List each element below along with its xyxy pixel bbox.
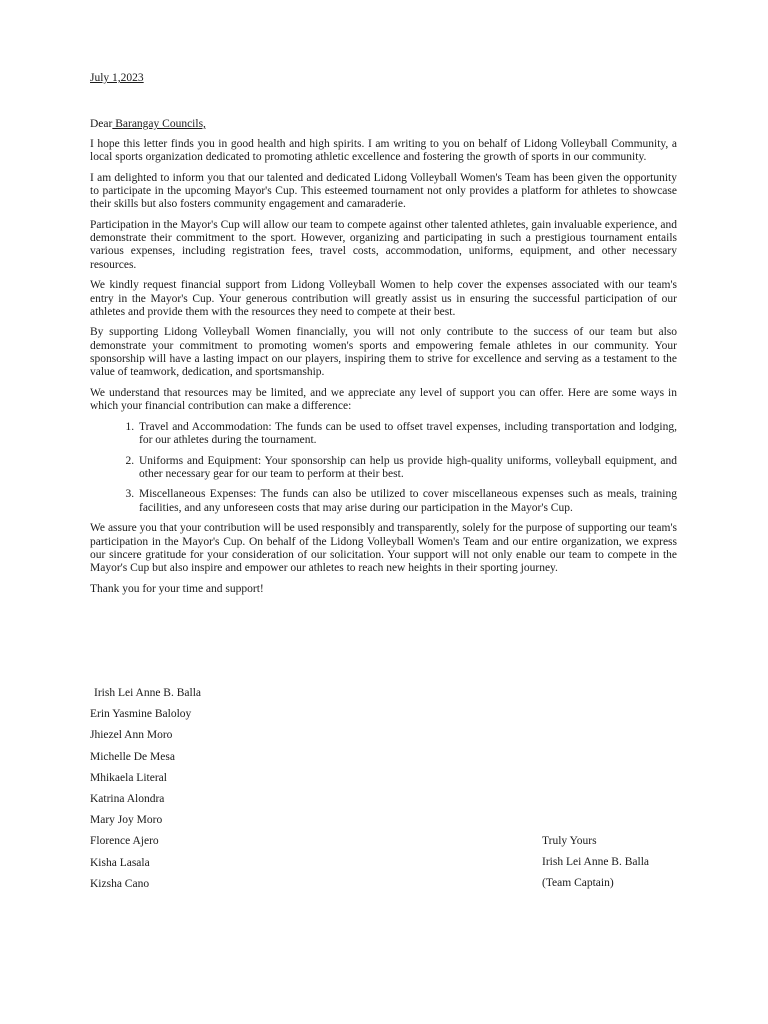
team-member-name: Kisha Lasala bbox=[90, 856, 150, 869]
salutation-recipient: Barangay Councils, bbox=[112, 118, 206, 130]
team-member-name: Michelle De Mesa bbox=[90, 750, 175, 763]
team-member-name: Florence Ajero bbox=[90, 835, 159, 848]
salutation-prefix: Dear bbox=[90, 118, 113, 130]
signature-block bbox=[542, 834, 649, 898]
signer-name: Irish Lei Anne B. Balla bbox=[542, 856, 649, 869]
paragraph: By supporting Lidong Volleyball Women financially, you will not only contribute to the success of our team but also demonstrate your commitment to promoting women's sports and empowering female athletes in our community. Your sponsorship will have a lasting impact on our players, inspiring them to strive for excellence and serving as a testament to the value of teamwork, dedication, and sportsmanship. bbox=[90, 326, 677, 379]
team-member-name: Mhikaela Literal bbox=[90, 771, 167, 784]
signer-title: (Team Captain) bbox=[542, 877, 614, 890]
paragraph: We understand that resources may be limited, and we appreciate any level of support you can offer. Here are some ways in which your financial contribution can make a difference: bbox=[90, 386, 677, 412]
paragraph: I hope this letter finds you in good health and high spirits. I am writing to you on behalf of Lidong Volleyball Community, a local sports organization dedicated to promoting athletic excellence and fostering the growth of sports in our community. bbox=[90, 138, 677, 164]
team-member-name: Jhiezel Ann Moro bbox=[90, 729, 173, 742]
team-member-list bbox=[90, 686, 201, 898]
team-member-name: Kizsha Cano bbox=[90, 877, 150, 890]
paragraph: I am delighted to inform you that our talented and dedicated Lidong Volleyball Women's Team has been given the opportunity to participate in the upcoming Mayor's Cup. This esteemed tournament not only provides a platform for athletes to showcase their skills but also fosters community engagement and camaraderie. bbox=[90, 171, 677, 211]
thank-you-line: Thank you for your time and support! bbox=[90, 582, 264, 595]
team-member-name: Katrina Alondra bbox=[90, 792, 165, 805]
team-member-name: Erin Yasmine Baloloy bbox=[90, 708, 192, 721]
closing-phrase: Truly Yours bbox=[542, 835, 597, 847]
list-item: 3. Miscellaneous Expenses: The funds can also be utilized to cover miscellaneous expenses such as meals, training facilities, and any unforeseen costs that may arise during our participation in the Mayor's Cup. bbox=[137, 488, 677, 514]
paragraph: We assure you that your contribution will be used responsibly and transparently, solely for the purpose of supporting our team's participation in the Mayor's Cup. On behalf of the Lidong Volleyball Women's Team and our entire organization, we express our sincere gratitude for your consideration of our solicitation. Your support will not only enable our team to compete in the Mayor's Cup but also inspire and empower our athletes to reach new heights in their sporting journey. bbox=[90, 522, 677, 574]
paragraph: Participation in the Mayor's Cup will allow our team to compete against other talented athletes, gain invaluable experience, and demonstrate their commitment to the sport. However, organizing and participating in such a prestigious tournament entails various expenses, including registration fees, travel costs, accommodation, uniforms, equipment, and other necessary resources. bbox=[90, 219, 677, 271]
paragraph: We kindly request financial support from Lidong Volleyball Women to help cover the expenses associated with our team's entry in the Mayor's Cup. Your generous contribution will greatly assist us in ensuring the successful participation of our athletes and provide them with the resources they need to compete at their best. bbox=[90, 279, 677, 318]
team-member-name: Mary Joy Moro bbox=[90, 814, 163, 827]
salutation bbox=[90, 118, 206, 130]
list-item: 2. Uniforms and Equipment: Your sponsorship can help us provide high-quality uniforms, volleyball equipment, and other necessary gear for our team to perform at their best. bbox=[137, 455, 677, 481]
letter-body bbox=[90, 138, 677, 603]
support-list bbox=[90, 421, 677, 515]
team-member-name: Irish Lei Anne B. Balla bbox=[94, 687, 201, 699]
letter-date: July 1,2023 bbox=[90, 72, 144, 84]
list-item: 1. Travel and Accommodation: The funds can be used to offset travel expenses, including transportation and lodging, for our athletes during the tournament. bbox=[137, 421, 677, 447]
